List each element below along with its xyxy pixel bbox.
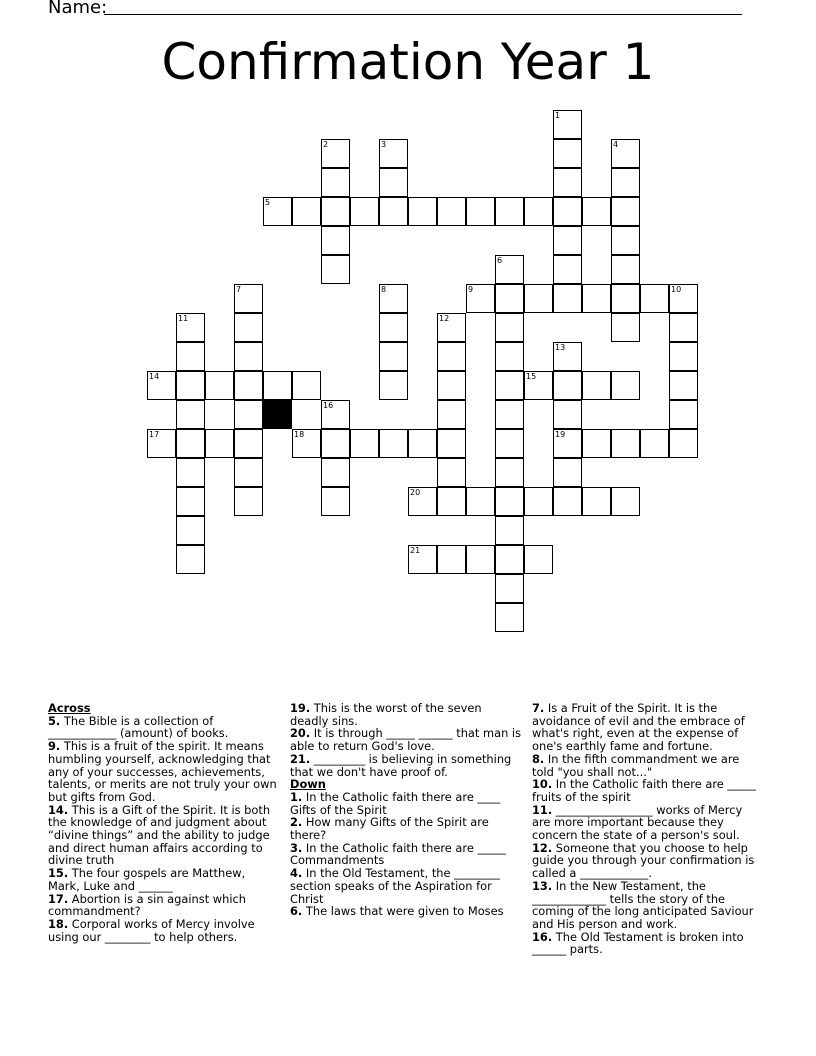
crossword-cell[interactable] [495,487,524,516]
crossword-cell[interactable] [437,197,466,226]
crossword-cell[interactable] [495,255,524,284]
crossword-cell[interactable] [234,371,263,400]
crossword-cell[interactable] [495,516,524,545]
crossword-cell[interactable] [321,458,350,487]
clue-number-label: 17. [48,891,69,906]
clue-item [290,867,522,905]
clue-number: 2 [323,140,329,149]
crossword-cell[interactable] [176,516,205,545]
clue-number-label: 12. [532,840,553,855]
clue-number: 13 [555,343,566,352]
clue-number-label: 20. [290,726,311,741]
clue-text: Someone that you choose to help guide you through your confirmation is called a ____________. [532,840,755,881]
clues-column-3 [532,702,764,956]
clue-number: 8 [381,285,387,294]
clue-number: 16 [323,401,334,410]
clue-text: This is a fruit of the spirit. It means humbling yourself, acknowledging that any of your successes, achievements, talents, or merits are not truly your own but gifts from God. [48,739,277,804]
crossword-cell[interactable] [495,197,524,226]
crossword-cell[interactable] [669,371,698,400]
crossword-cell[interactable] [321,255,350,284]
crossword-cell[interactable] [553,197,582,226]
crossword-cell[interactable] [437,342,466,371]
crossword-cell[interactable] [263,197,292,226]
crossword-cell[interactable] [379,429,408,458]
crossword-cell[interactable] [553,168,582,197]
crossword-cell[interactable] [553,226,582,255]
crossword-cell[interactable] [495,284,524,313]
crossword-cell[interactable] [495,603,524,632]
crossword-cell[interactable] [437,545,466,574]
crossword-cell[interactable] [495,313,524,342]
clue-item [532,842,764,880]
crossword-cell[interactable] [379,139,408,168]
crossword-cell[interactable] [466,197,495,226]
clue-number-label: 6. [290,904,303,919]
clue-item [290,816,522,841]
clue-text: Abortion is a sin against which commandment? [48,891,246,919]
crossword-cell[interactable] [234,458,263,487]
clue-text: In the fifth commandment we are told "you shall not..." [532,751,740,779]
clue-number-label: 4. [290,866,303,881]
crossword-cell[interactable] [437,371,466,400]
crossword-cell[interactable] [437,429,466,458]
crossword-cell[interactable] [176,429,205,458]
clue-number: 1 [555,111,561,120]
crossword-cell[interactable] [640,429,669,458]
clue-number: 7 [236,285,242,294]
crossword-cell[interactable] [321,139,350,168]
clue-number: 3 [381,140,387,149]
crossword-cell[interactable] [524,545,553,574]
crossword-cell[interactable] [176,371,205,400]
crossword-cell[interactable] [553,284,582,313]
crossword-cell[interactable] [669,313,698,342]
crossword-cell[interactable] [553,139,582,168]
clue-text: How many Gifts of the Spirit are there? [290,815,489,843]
clue-item [48,867,280,892]
clue-number: 17 [149,430,160,439]
clue-number: 18 [294,430,305,439]
clue-item [48,715,280,740]
clue-number: 12 [439,314,450,323]
clue-number: 20 [410,488,421,497]
clue-number-label: 8. [532,751,545,766]
clue-number: 14 [149,372,160,381]
crossword-cell[interactable] [234,487,263,516]
crossword-cell[interactable] [321,168,350,197]
crossword-cell[interactable] [379,168,408,197]
clue-item [532,778,764,803]
clue-number-label: 13. [532,878,553,893]
clue-number-label: 14. [48,802,69,817]
crossword-cell[interactable] [495,371,524,400]
clue-number-label: 10. [532,777,553,792]
clue-number-label: 21. [290,751,311,766]
down-header: Down [290,777,326,792]
crossword-cell[interactable] [292,371,321,400]
crossword-cell[interactable] [611,313,640,342]
crossword-cell[interactable] [321,429,350,458]
crossword-cell[interactable] [495,342,524,371]
clue-text: Is a Fruit of the Spirit. It is the avoidance of evil and the embrace of what's right, even at the expense of one's earthly fame and fortune. [532,701,745,754]
crossword-block [263,400,292,429]
crossword-cell[interactable] [611,139,640,168]
clue-number: 21 [410,546,421,555]
crossword-cell[interactable] [611,284,640,313]
crossword-cell[interactable] [176,458,205,487]
crossword-cell[interactable] [350,429,379,458]
clue-item [290,791,522,816]
crossword-cell[interactable] [350,197,379,226]
clue-number: 5 [265,198,271,207]
clue-item [290,727,522,752]
crossword-cell[interactable] [611,226,640,255]
clue-number: 19 [555,430,566,439]
crossword-cell[interactable] [437,487,466,516]
crossword-cell[interactable] [582,371,611,400]
crossword-cell[interactable] [495,574,524,603]
page-title: Confirmation Year 1 [161,33,655,91]
crossword-cell[interactable] [669,342,698,371]
clue-item [532,931,764,956]
crossword-cell[interactable] [466,545,495,574]
clue-text: In the New Testament, the _____________ tells the story of the coming of the long anticipated Saviour and His person and work. [532,878,754,931]
crossword-cell[interactable] [176,313,205,342]
clue-text: The Bible is a collection of ____________ (amount) of books. [48,713,229,741]
crossword-cell[interactable] [611,197,640,226]
clue-text: The Old Testament is broken into ______ parts. [532,929,744,957]
crossword-cell[interactable] [495,400,524,429]
clue-number-label: 7. [532,701,545,715]
crossword-cell[interactable] [553,110,582,139]
clue-number: 10 [671,285,682,294]
clue-number: 6 [497,256,503,265]
crossword-cell[interactable] [292,197,321,226]
crossword-cell[interactable] [669,429,698,458]
crossword-cell[interactable] [176,545,205,574]
clue-number-label: 11. [532,802,553,817]
clue-number: 15 [526,372,537,381]
clue-number-label: 18. [48,916,69,931]
clue-number: 4 [613,140,619,149]
crossword-cell[interactable] [553,429,582,458]
clue-item [48,918,280,943]
clue-text: _________ is believing in something that we don't have proof of. [290,751,512,779]
crossword-cell[interactable] [263,371,292,400]
crossword-cell[interactable] [234,313,263,342]
crossword-cell[interactable] [234,400,263,429]
crossword-cell[interactable] [495,429,524,458]
crossword-cell[interactable] [553,400,582,429]
crossword-cell[interactable] [408,487,437,516]
clue-number-label: 2. [290,815,303,830]
clue-text: In the Old Testament, the ________ section speaks of the Aspiration for Christ [290,866,500,906]
crossword-cell[interactable] [582,429,611,458]
crossword-cell[interactable] [205,371,234,400]
clue-text: In the Catholic faith there are _____ fruits of the spirit [532,777,756,804]
clue-number: 9 [468,285,474,294]
crossword-cell[interactable] [669,284,698,313]
crossword-cell[interactable] [582,197,611,226]
crossword-cell[interactable] [553,255,582,284]
crossword-cell[interactable] [640,284,669,313]
crossword-cell[interactable] [553,487,582,516]
clue-text: In the Catholic faith there are ____ Gifts of the Spirit [290,789,501,817]
crossword-cell[interactable] [321,400,350,429]
crossword-cell[interactable] [147,429,176,458]
clue-number-label: 16. [532,929,553,944]
crossword-cell[interactable] [524,284,553,313]
across-header: Across [48,701,91,715]
crossword-cell[interactable] [379,284,408,313]
crossword-cell[interactable] [147,371,176,400]
clue-number-label: 3. [290,840,303,855]
crossword-cell[interactable] [582,284,611,313]
clue-text: _________________ works of Mercy are more important because they concern the state of a person's soul. [532,802,743,843]
crossword-cell[interactable] [437,458,466,487]
crossword-cell[interactable] [379,313,408,342]
crossword-cell[interactable] [321,197,350,226]
clue-number-label: 9. [48,739,61,754]
clue-item [48,893,280,918]
clues-column-2 [290,702,522,918]
crossword-cell[interactable] [611,371,640,400]
crossword-cell[interactable] [466,487,495,516]
crossword-cell[interactable] [466,284,495,313]
crossword-cell[interactable] [611,487,640,516]
crossword-cell[interactable] [176,342,205,371]
clue-text: Corporal works of Mercy involve using our ________ to help others. [48,916,255,944]
crossword-cell[interactable] [292,429,321,458]
clue-item [532,753,764,778]
crossword-cell[interactable] [669,400,698,429]
crossword-cell[interactable] [234,284,263,313]
clue-number-label: 15. [48,866,69,881]
crossword-cell[interactable] [553,371,582,400]
crossword-cell[interactable] [379,197,408,226]
clue-text: This is the worst of the seven deadly sins. [290,701,482,728]
crossword-cell[interactable] [176,487,205,516]
clue-item [532,702,764,753]
name-label: Name: [48,0,108,18]
crossword-cell[interactable] [495,545,524,574]
crossword-cell[interactable] [321,487,350,516]
clue-text: It is through _____ ______ that man is able to return God's love. [290,726,522,754]
crossword-cell[interactable] [553,342,582,371]
crossword-cell[interactable] [408,429,437,458]
crossword-cell[interactable] [524,487,553,516]
crossword-cell[interactable] [408,545,437,574]
clue-text: In the Catholic faith there are _____ Commandments [290,840,506,868]
clue-number-label: 19. [290,701,311,715]
crossword-cell[interactable] [437,400,466,429]
clue-item [532,880,764,931]
clue-text: The four gospels are Matthew, Mark, Luke and ______ [48,866,246,893]
crossword-cell[interactable] [379,342,408,371]
crossword-cell[interactable] [408,197,437,226]
crossword-cell[interactable] [234,342,263,371]
crossword-cell[interactable] [611,429,640,458]
clue-item [290,753,522,778]
crossword-cell[interactable] [553,458,582,487]
crossword-cell[interactable] [205,429,234,458]
crossword-cell[interactable] [582,487,611,516]
clue-item [48,804,280,868]
crossword-cell[interactable] [524,197,553,226]
clue-number: 11 [178,314,189,323]
crossword-cell[interactable] [495,458,524,487]
clue-item [290,702,522,727]
clue-text: This is a Gift of the Spirit. It is both the knowledge of and judgment about “divine things” and the ability to judge and direct human affairs according to divine truth [48,802,271,868]
crossword-cell[interactable] [379,371,408,400]
clue-item [290,905,522,918]
clue-item [532,804,764,842]
clue-item [48,740,280,804]
clues-column-1 [48,702,280,943]
crossword-cell[interactable] [437,313,466,342]
clue-number-label: 5. [48,713,61,728]
crossword-cell[interactable] [611,168,640,197]
clue-number-label: 1. [290,789,303,804]
crossword-cell[interactable] [234,429,263,458]
crossword-cell[interactable] [611,255,640,284]
clue-text: The laws that were given to Moses [302,904,504,919]
clue-item [290,842,522,867]
crossword-cell[interactable] [321,226,350,255]
crossword-cell[interactable] [524,371,553,400]
crossword-cell[interactable] [176,400,205,429]
